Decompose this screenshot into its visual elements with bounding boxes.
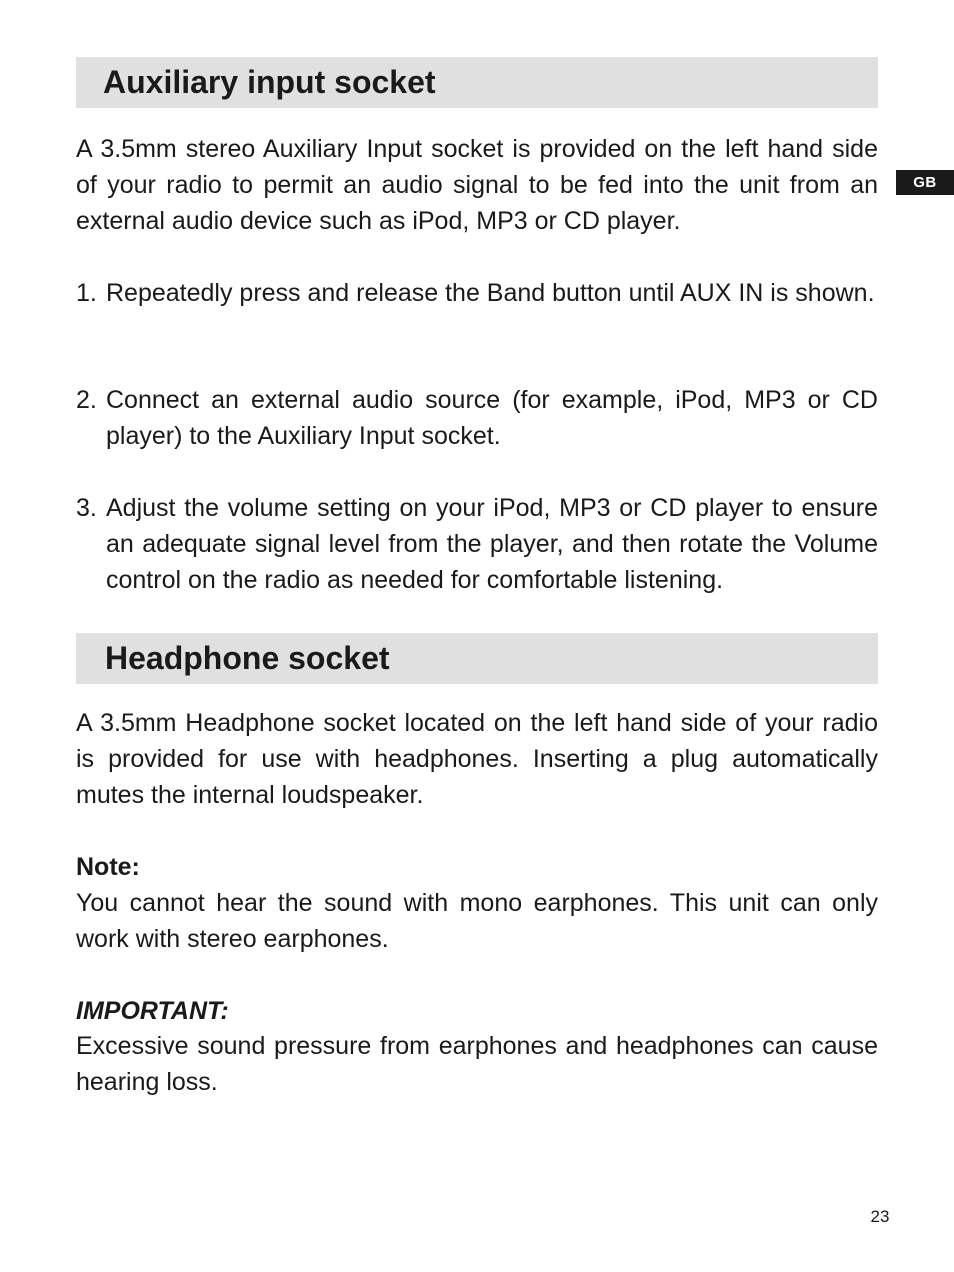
aux-step-3-number: 3. [76, 494, 97, 522]
headphone-section-header [76, 633, 878, 684]
aux-step-1 [76, 275, 878, 311]
important-text: Excessive sound pressure from earphones and headphones can cause hearing loss. [76, 1032, 878, 1096]
important-label: IMPORTANT: [76, 997, 229, 1025]
page-number: 23 [870, 1207, 890, 1226]
note-text: You cannot hear the sound with mono earphones. This unit can only work with stereo earphones. [76, 889, 878, 953]
aux-step-1-number: 1. [76, 279, 97, 307]
aux-section-header [76, 57, 878, 108]
aux-step-3-text: Adjust the volume setting on your iPod, MP3 or CD player to ensure an adequate signal level from the player, and then rotate the Volume control on the radio as needed for comfortable listening. [106, 494, 878, 594]
note-label: Note: [76, 853, 140, 881]
headphone-section-title: Headphone socket [105, 640, 390, 676]
aux-step-2-text: Connect an external audio source (for example, iPod, MP3 or CD player) to the Auxiliary Input socket. [106, 386, 878, 450]
language-tab: GB [896, 170, 954, 195]
headphone-intro-paragraph: A 3.5mm Headphone socket located on the left hand side of your radio is provided for use with headphones. Inserting a plug automatically mutes the internal loudspeaker. [76, 709, 878, 809]
aux-section-title: Auxiliary input socket [103, 64, 436, 100]
aux-step-2 [76, 382, 878, 454]
aux-step-3 [76, 490, 878, 598]
aux-intro-paragraph: A 3.5mm stereo Auxiliary Input socket is provided on the left hand side of your radio to permit an audio signal to be fed into the unit from an external audio device such as iPod, MP3 or CD player. [76, 135, 878, 235]
aux-step-2-number: 2. [76, 386, 97, 414]
aux-step-1-text: Repeatedly press and release the Band button until AUX IN is shown. [106, 279, 875, 307]
